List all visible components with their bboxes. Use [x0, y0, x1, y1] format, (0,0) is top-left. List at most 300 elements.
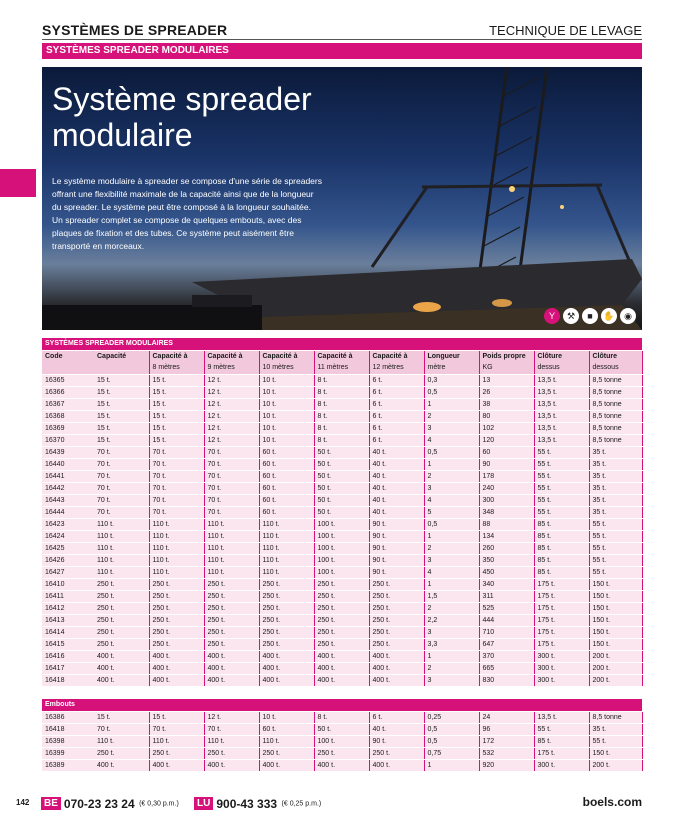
- table-cell: 55 t.: [589, 566, 642, 578]
- table-cell: 250 t.: [204, 602, 259, 614]
- table-cell: 175 t.: [534, 602, 589, 614]
- table-cell: 16368: [42, 410, 94, 422]
- table-cell: 4: [424, 566, 479, 578]
- table-cell: 400 t.: [94, 759, 149, 771]
- table-cell: 250 t.: [259, 614, 314, 626]
- lu-badge: LU: [194, 797, 213, 810]
- table-cell: 8 mètres: [149, 362, 204, 374]
- table-cell: 110 t.: [94, 554, 149, 566]
- table-cell: 16415: [42, 638, 94, 650]
- table-cell: 0,5: [424, 386, 479, 398]
- table-cell: 90 t.: [369, 542, 424, 554]
- table-cell: 5: [424, 506, 479, 518]
- table-cell: 70 t.: [94, 482, 149, 494]
- table-cell: 250 t.: [259, 590, 314, 602]
- table-cell: 400 t.: [94, 674, 149, 686]
- table-cell: 120: [479, 434, 534, 446]
- hero-title: Système spreader modulaire: [52, 81, 312, 153]
- table-cell: 8 t.: [314, 434, 369, 446]
- side-tab-marker: [0, 169, 36, 197]
- table-cell: 16440: [42, 458, 94, 470]
- table-cell: 250 t.: [94, 747, 149, 759]
- table-cell: 15 t.: [149, 711, 204, 723]
- table-cell: 250 t.: [314, 614, 369, 626]
- table-cell: 110 t.: [204, 530, 259, 542]
- table-cell: 70 t.: [149, 446, 204, 458]
- table-cell: 250 t.: [314, 626, 369, 638]
- table-cell: 250 t.: [314, 638, 369, 650]
- table-cell: 15 t.: [94, 410, 149, 422]
- table-cell: 100 t.: [314, 542, 369, 554]
- table-cell: 400 t.: [314, 674, 369, 686]
- table-cell: 400 t.: [149, 759, 204, 771]
- table-cell: 110 t.: [259, 735, 314, 747]
- table-row: [42, 602, 642, 614]
- y-badge-icon: Y: [544, 308, 560, 324]
- table-cell: 400 t.: [369, 650, 424, 662]
- table-cell: 13,5 t.: [534, 711, 589, 723]
- table-subheader-row: [42, 362, 642, 374]
- table-cell: 400 t.: [259, 674, 314, 686]
- subsection-bar: SYSTÈMES SPREADER MODULAIRES: [42, 43, 642, 59]
- table-cell: 250 t.: [149, 578, 204, 590]
- table-cell: 35 t.: [589, 494, 642, 506]
- table-cell: 55 t.: [589, 554, 642, 566]
- table-row: [42, 614, 642, 626]
- table-cell: 240: [479, 482, 534, 494]
- table-cell: 250 t.: [149, 747, 204, 759]
- table-cell: 110 t.: [259, 542, 314, 554]
- table-cell: 250 t.: [314, 590, 369, 602]
- table-cell: 150 t.: [589, 602, 642, 614]
- table-cell: 150 t.: [589, 626, 642, 638]
- table-cell: 175 t.: [534, 590, 589, 602]
- table-cell: 70 t.: [204, 482, 259, 494]
- table-cell: 2,2: [424, 614, 479, 626]
- table-cell: 3: [424, 674, 479, 686]
- table-row: [42, 626, 642, 638]
- table-cell: 250 t.: [314, 747, 369, 759]
- table-cell: 300 t.: [534, 650, 589, 662]
- table-cell: 60 t.: [259, 446, 314, 458]
- table-cell: 250 t.: [204, 578, 259, 590]
- table-cell: 1: [424, 578, 479, 590]
- table-cell: 38: [479, 398, 534, 410]
- table-cell: 9 mètres: [204, 362, 259, 374]
- table-cell: 300 t.: [534, 674, 589, 686]
- table-cell: 70 t.: [94, 446, 149, 458]
- table-row: [42, 542, 642, 554]
- table-cell: 8 t.: [314, 374, 369, 386]
- table-row: [42, 530, 642, 542]
- table-cell: 70 t.: [149, 494, 204, 506]
- table-cell: 13,5 t.: [534, 410, 589, 422]
- table-row: [42, 374, 642, 386]
- table-cell: 60 t.: [259, 506, 314, 518]
- table-cell: 16442: [42, 482, 94, 494]
- table-cell: 60 t.: [259, 470, 314, 482]
- table-cell: 60 t.: [259, 482, 314, 494]
- table-cell: 250 t.: [149, 614, 204, 626]
- table-cell: 15 t.: [94, 398, 149, 410]
- table-cell: 8,5 tonne: [589, 374, 642, 386]
- be-contact: [41, 795, 179, 813]
- table-cell: 15 t.: [149, 398, 204, 410]
- table-cell: Capacité à: [369, 350, 424, 362]
- table-cell: 110 t.: [149, 554, 204, 566]
- table-cell: 60 t.: [259, 494, 314, 506]
- table-cell: 15 t.: [94, 711, 149, 723]
- table-cell: 340: [479, 578, 534, 590]
- table-cell: 60 t.: [259, 458, 314, 470]
- section-title: SYSTÈMES DE SPREADER: [42, 22, 228, 38]
- table-cell: 55 t.: [589, 518, 642, 530]
- table-cell: 150 t.: [589, 578, 642, 590]
- table-cell: 400 t.: [204, 759, 259, 771]
- table-cell: 70 t.: [94, 723, 149, 735]
- table-cell: 10 t.: [259, 422, 314, 434]
- table-cell: 15 t.: [149, 386, 204, 398]
- table-cell: 70 t.: [204, 458, 259, 470]
- lu-phone: 900-43 333: [216, 796, 278, 811]
- table-cell: 250 t.: [259, 578, 314, 590]
- table-cell: 250 t.: [369, 638, 424, 650]
- table-cell: Capacité à: [149, 350, 204, 362]
- table-cell: 6 t.: [369, 434, 424, 446]
- table-cell: 12 t.: [204, 374, 259, 386]
- table-cell: 16386: [42, 711, 94, 723]
- table-cell: 12 t.: [204, 386, 259, 398]
- table-cell: 16416: [42, 650, 94, 662]
- table-cell: 400 t.: [94, 650, 149, 662]
- table-cell: 250 t.: [259, 638, 314, 650]
- table-cell: 40 t.: [369, 470, 424, 482]
- table-cell: 70 t.: [204, 494, 259, 506]
- website-link[interactable]: boels.com: [582, 795, 642, 809]
- table-row: [42, 458, 642, 470]
- table-cell: Clôture: [534, 350, 589, 362]
- table-cell: 50 t.: [314, 470, 369, 482]
- table-cell: 70 t.: [94, 494, 149, 506]
- table-cell: 16426: [42, 554, 94, 566]
- table-cell: 178: [479, 470, 534, 482]
- section-label: Embouts: [42, 699, 642, 711]
- table-cell: 50 t.: [314, 506, 369, 518]
- table-cell: 12 t.: [204, 422, 259, 434]
- table-cell: 40 t.: [369, 482, 424, 494]
- table-cell: 13,5 t.: [534, 398, 589, 410]
- table-cell: 175 t.: [534, 578, 589, 590]
- table-cell: 60 t.: [259, 723, 314, 735]
- table-cell: dessous: [589, 362, 642, 374]
- table-cell: 110 t.: [149, 735, 204, 747]
- table-cell: 250 t.: [149, 590, 204, 602]
- table-cell: 200 t.: [589, 650, 642, 662]
- table-cell: 10 t.: [259, 711, 314, 723]
- table-cell: 10 t.: [259, 398, 314, 410]
- table-row: [42, 434, 642, 446]
- table-cell: 3: [424, 626, 479, 638]
- table-cell: 8,5 tonne: [589, 410, 642, 422]
- table-cell: 4: [424, 434, 479, 446]
- table-cell: 85 t.: [534, 735, 589, 747]
- table-cell: 400 t.: [204, 650, 259, 662]
- glove-icon: ✋: [601, 308, 617, 324]
- table-cell: 13,5 t.: [534, 386, 589, 398]
- table-cell: 0,5: [424, 518, 479, 530]
- table-cell: 70 t.: [94, 470, 149, 482]
- table-cell: 110 t.: [259, 518, 314, 530]
- table-cell: 16423: [42, 518, 94, 530]
- table-cell: 90 t.: [369, 735, 424, 747]
- table-cell: 400 t.: [204, 674, 259, 686]
- table-cell: 400 t.: [204, 662, 259, 674]
- table-cell: 260: [479, 542, 534, 554]
- table-row: [42, 578, 642, 590]
- table-cell: 12 t.: [204, 711, 259, 723]
- table-cell: 35 t.: [589, 482, 642, 494]
- table-cell: 150 t.: [589, 747, 642, 759]
- table-cell: 400 t.: [149, 650, 204, 662]
- table-row: [42, 590, 642, 602]
- table-cell: 70 t.: [94, 458, 149, 470]
- table-row: [42, 638, 642, 650]
- table-cell: 55 t.: [534, 723, 589, 735]
- table-cell: 250 t.: [314, 602, 369, 614]
- table-cell: 55 t.: [534, 482, 589, 494]
- table-cell: 400 t.: [314, 662, 369, 674]
- table-cell: 16418: [42, 674, 94, 686]
- table-cell: 3,3: [424, 638, 479, 650]
- table-cell: dessus: [534, 362, 589, 374]
- table-cell: Code: [42, 350, 94, 362]
- table-cell: 35 t.: [589, 458, 642, 470]
- table-cell: 96: [479, 723, 534, 735]
- table-cell: 10 t.: [259, 434, 314, 446]
- table-cell: 13,5 t.: [534, 434, 589, 446]
- table-cell: 10 t.: [259, 374, 314, 386]
- table-cell: 40 t.: [369, 446, 424, 458]
- table-cell: 8 t.: [314, 410, 369, 422]
- table-cell: 16369: [42, 422, 94, 434]
- table-cell: 2: [424, 662, 479, 674]
- table-cell: 8 t.: [314, 422, 369, 434]
- table-cell: 1: [424, 650, 479, 662]
- table-cell: 10 t.: [259, 386, 314, 398]
- table-cell: 55 t.: [534, 446, 589, 458]
- table-cell: 8,5 tonne: [589, 711, 642, 723]
- table-cell: 100 t.: [314, 735, 369, 747]
- table-cell: 50 t.: [314, 482, 369, 494]
- table-cell: 0,3: [424, 374, 479, 386]
- table-cell: 70 t.: [204, 446, 259, 458]
- table-cell: 85 t.: [534, 530, 589, 542]
- table-cell: 300: [479, 494, 534, 506]
- table-cell: 200 t.: [589, 759, 642, 771]
- hero-description: Le système modulaire à spreader se compose d'une série de spreaders offrant une flexibilité maximale de la capacité ainsi que de la longueur du spreader. Le système peut être composé à la longueur souhaitée. Un spreader complet se compose de quelques embouts, avec des plaques de fixation et des tubes. Ce système peut aisément être transporté en morceaux.: [52, 176, 322, 251]
- table-cell: 2: [424, 542, 479, 554]
- table-cell: 16414: [42, 626, 94, 638]
- table-cell: Capacité à: [259, 350, 314, 362]
- table-cell: Capacité: [94, 350, 149, 362]
- table-cell: 100 t.: [314, 566, 369, 578]
- table-cell: 16413: [42, 614, 94, 626]
- be-phone: 070-23 23 24: [63, 796, 135, 811]
- table-cell: 8,5 tonne: [589, 422, 642, 434]
- table-cell: 8 t.: [314, 386, 369, 398]
- table-row: [42, 711, 642, 723]
- table-cell: 16367: [42, 398, 94, 410]
- table-cell: 110 t.: [149, 566, 204, 578]
- table-cell: 250 t.: [369, 602, 424, 614]
- table-cell: 102: [479, 422, 534, 434]
- table-cell: 35 t.: [589, 723, 642, 735]
- table-cell: 400 t.: [369, 759, 424, 771]
- table-cell: 55 t.: [589, 542, 642, 554]
- table-cell: 300 t.: [534, 662, 589, 674]
- table-cell: 175 t.: [534, 614, 589, 626]
- table-cell: 400 t.: [369, 662, 424, 674]
- table-cell: 250 t.: [94, 578, 149, 590]
- table-cell: 15 t.: [94, 386, 149, 398]
- table-cell: 70 t.: [149, 506, 204, 518]
- table-cell: 110 t.: [94, 735, 149, 747]
- table-cell: 532: [479, 747, 534, 759]
- table-cell: [94, 362, 149, 374]
- table-cell: 1: [424, 458, 479, 470]
- table-cell: 250 t.: [369, 747, 424, 759]
- table-cell: 348: [479, 506, 534, 518]
- table-cell: 55 t.: [534, 506, 589, 518]
- table-cell: 12 mètres: [369, 362, 424, 374]
- table-cell: 250 t.: [204, 614, 259, 626]
- table-cell: 6 t.: [369, 711, 424, 723]
- table-cell: 85 t.: [534, 542, 589, 554]
- table-cell: 350: [479, 554, 534, 566]
- table-cell: 6 t.: [369, 374, 424, 386]
- table-cell: 16439: [42, 446, 94, 458]
- table-cell: 26: [479, 386, 534, 398]
- table-cell: 110 t.: [94, 542, 149, 554]
- table-cell: 15 t.: [94, 374, 149, 386]
- table-cell: 50 t.: [314, 458, 369, 470]
- table-cell: 50 t.: [314, 446, 369, 458]
- table-cell: 830: [479, 674, 534, 686]
- lu-contact: [194, 795, 321, 813]
- table-cell: 250 t.: [94, 626, 149, 638]
- lu-rate: (€ 0,25 p.m.): [281, 800, 322, 808]
- table-cell: 8 t.: [314, 711, 369, 723]
- table-cell: 70 t.: [149, 458, 204, 470]
- table-cell: 35 t.: [589, 506, 642, 518]
- table-cell: 250 t.: [259, 747, 314, 759]
- table-cell: 12 t.: [204, 398, 259, 410]
- table-cell: 100 t.: [314, 554, 369, 566]
- table-cell: 40 t.: [369, 458, 424, 470]
- table-cell: 70 t.: [149, 470, 204, 482]
- table-cell: 12 t.: [204, 434, 259, 446]
- table-cell: 85 t.: [534, 518, 589, 530]
- table-cell: 1,5: [424, 590, 479, 602]
- table-cell: 175 t.: [534, 747, 589, 759]
- table-cell: 110 t.: [204, 518, 259, 530]
- table-cell: Capacité à: [314, 350, 369, 362]
- table-cell: 450: [479, 566, 534, 578]
- table-cell: [42, 362, 94, 374]
- table-row: [42, 482, 642, 494]
- table-cell: 300 t.: [534, 759, 589, 771]
- table-cell: 250 t.: [149, 602, 204, 614]
- table-cell: 311: [479, 590, 534, 602]
- table-cell: 150 t.: [589, 614, 642, 626]
- table-cell: 90 t.: [369, 530, 424, 542]
- table-cell: 10 t.: [259, 410, 314, 422]
- table-cell: 15 t.: [94, 422, 149, 434]
- category-label: TECHNIQUE DE LEVAGE: [489, 23, 642, 38]
- table-cell: 8,5 tonne: [589, 434, 642, 446]
- table-cell: 55 t.: [534, 470, 589, 482]
- table-cell: 400 t.: [369, 674, 424, 686]
- table-cell: 647: [479, 638, 534, 650]
- table-cell: 0,75: [424, 747, 479, 759]
- table-cell: 6 t.: [369, 410, 424, 422]
- table-cell: 15 t.: [149, 434, 204, 446]
- table-cell: 2: [424, 470, 479, 482]
- table-row: [42, 674, 642, 686]
- table-cell: 8 t.: [314, 398, 369, 410]
- product-icons: [544, 308, 636, 324]
- table-cell: 85 t.: [534, 566, 589, 578]
- table-cell: 175 t.: [534, 626, 589, 638]
- table-cell: 16444: [42, 506, 94, 518]
- table-cell: 35 t.: [589, 446, 642, 458]
- table-cell: 15 t.: [94, 434, 149, 446]
- table-cell: 70 t.: [204, 470, 259, 482]
- table-cell: mètre: [424, 362, 479, 374]
- table-cell: 16443: [42, 494, 94, 506]
- table-cell: 15 t.: [149, 374, 204, 386]
- table-cell: 110 t.: [204, 542, 259, 554]
- wrench-icon: ⚒: [563, 308, 579, 324]
- table-cell: 16424: [42, 530, 94, 542]
- table-cell: 13: [479, 374, 534, 386]
- table-cell: 90: [479, 458, 534, 470]
- table-row: [42, 747, 642, 759]
- embouts-table: [42, 699, 643, 772]
- table-cell: 200 t.: [589, 662, 642, 674]
- table-cell: 16412: [42, 602, 94, 614]
- table-cell: 70 t.: [149, 723, 204, 735]
- table-cell: 250 t.: [204, 747, 259, 759]
- table-cell: 0,5: [424, 723, 479, 735]
- table-cell: 13,5 t.: [534, 374, 589, 386]
- table-cell: 110 t.: [204, 554, 259, 566]
- table-row: [42, 470, 642, 482]
- table-cell: 80: [479, 410, 534, 422]
- table-cell: 90 t.: [369, 566, 424, 578]
- table-cell: 400 t.: [149, 662, 204, 674]
- table-cell: 85 t.: [534, 554, 589, 566]
- table-cell: 250 t.: [94, 590, 149, 602]
- table-cell: 90 t.: [369, 518, 424, 530]
- table-cell: Capacité à: [204, 350, 259, 362]
- table-cell: 60: [479, 446, 534, 458]
- table-cell: 12 t.: [204, 410, 259, 422]
- table-section-header: [42, 699, 642, 711]
- table-cell: 200 t.: [589, 674, 642, 686]
- table-cell: 250 t.: [94, 638, 149, 650]
- table-cell: 10 mètres: [259, 362, 314, 374]
